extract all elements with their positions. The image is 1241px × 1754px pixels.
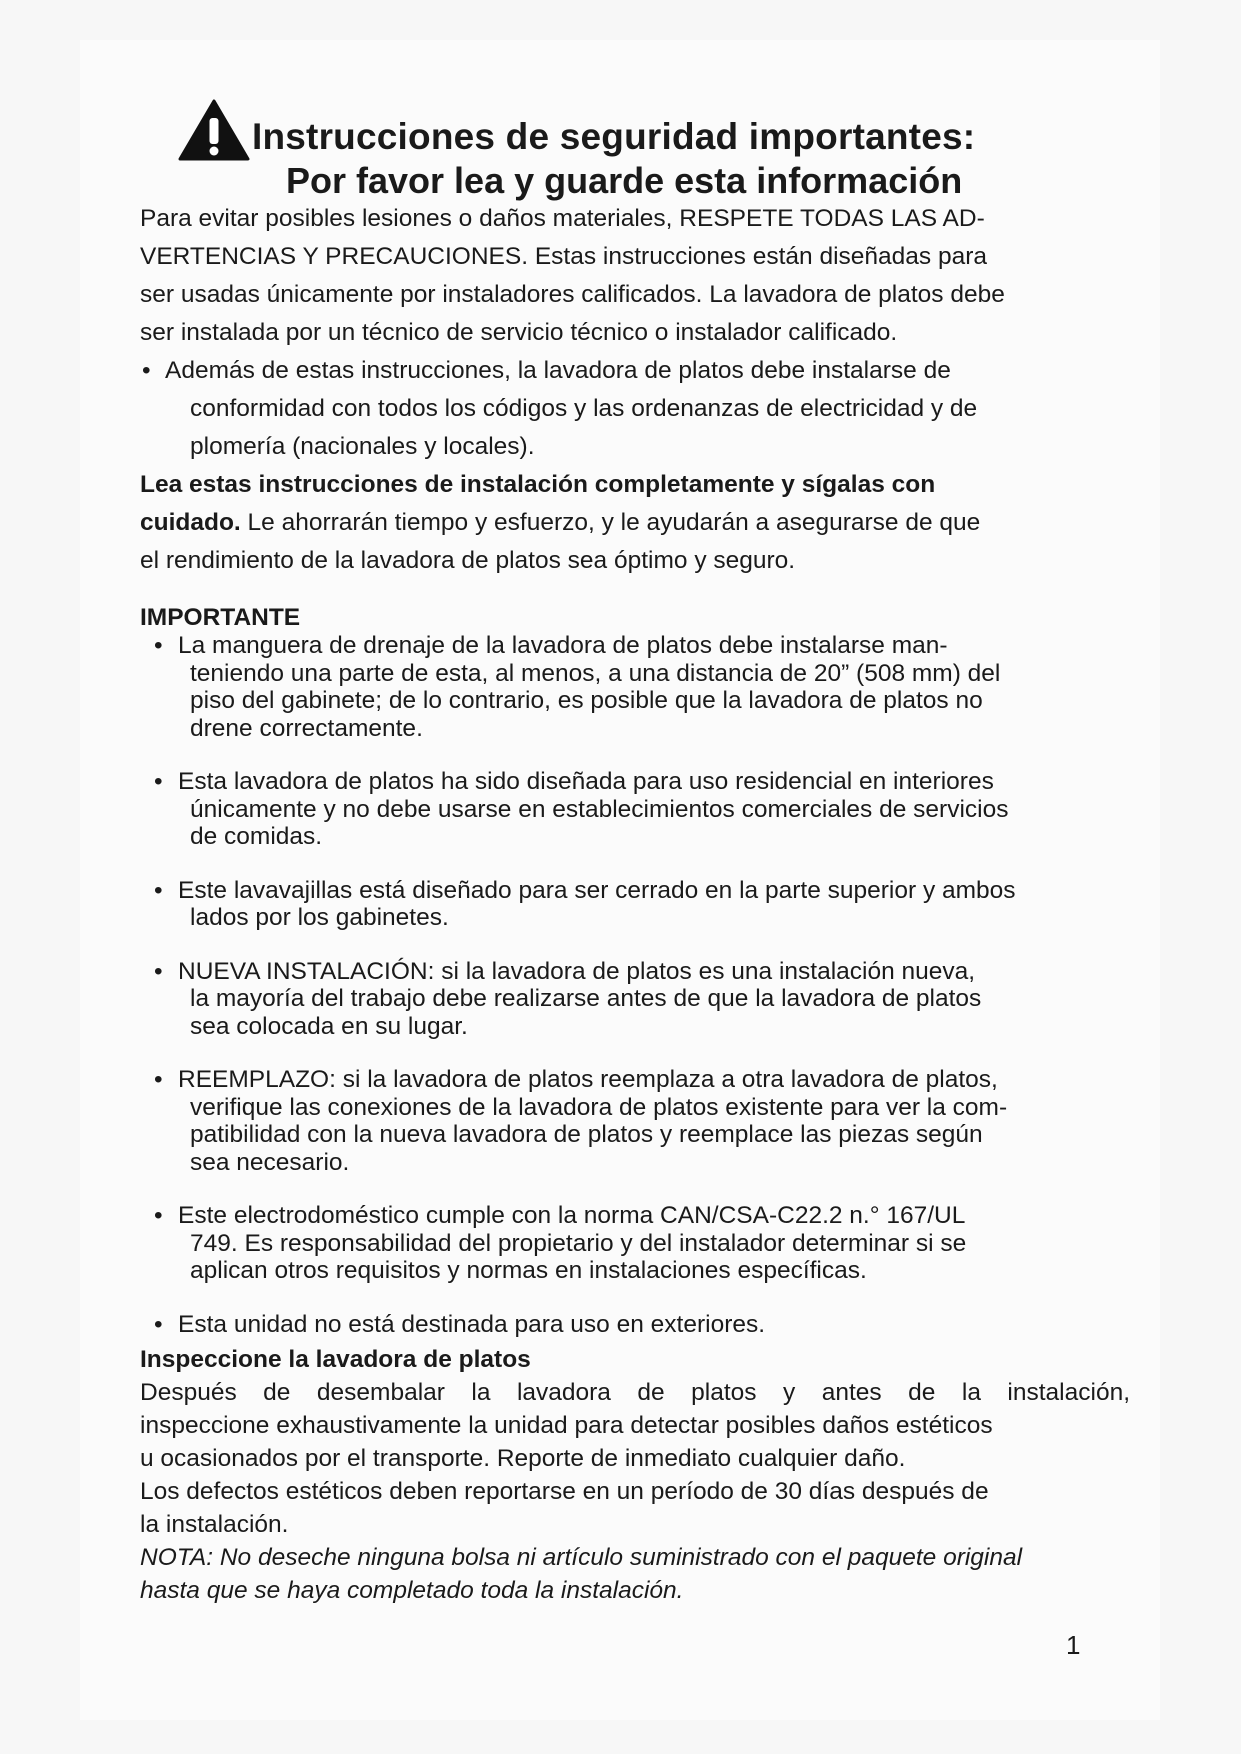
inspect-heading: Inspeccione la lavadora de platos	[140, 1346, 531, 1373]
bullet-marker: •	[154, 957, 163, 985]
bullet-line: plomería (nacionales y locales).	[190, 433, 535, 460]
important-bullet	[140, 1066, 1130, 1176]
bullet-line: sea necesario.	[190, 1148, 350, 1176]
bullet-line: piso del gabinete; de lo contrario, es posible que la lavadora de platos no	[190, 687, 983, 714]
important-bullet	[140, 1202, 1130, 1285]
bullet-line: Además de estas instrucciones, la lavadora de platos debe instalarse de	[165, 357, 951, 384]
bullet-marker: •	[154, 1202, 163, 1229]
important-list	[140, 632, 1130, 1338]
note-line: hasta que se haya completado toda la instalación.	[140, 1577, 684, 1604]
page-subtitle: Por favor lea y guarde esta información	[286, 160, 963, 201]
inspect-line: Los defectos estéticos deben reportarse en un período de 30 días después de	[140, 1478, 989, 1505]
bullet-line: Esta lavadora de platos ha sido diseñada para uso residencial en interiores	[178, 768, 994, 795]
bullet-line: drene correctamente.	[190, 714, 423, 742]
intro-line: ser usadas únicamente por instaladores calificados. La lavadora de platos debe	[140, 281, 1005, 308]
important-bullet	[140, 958, 1130, 1041]
bullet-line: de comidas.	[190, 823, 323, 850]
bullet-marker: •	[154, 632, 163, 659]
bullet-line: La manguera de drenaje de la lavadora de platos debe instalarse man-	[178, 632, 948, 659]
bullet-line: verifique las conexiones de la lavadora de platos existente para ver la com-	[190, 1093, 1008, 1121]
bullet-line: teniendo una parte de esta, al menos, a una distancia de 20” (508 mm) del	[190, 659, 1001, 687]
bullet-line: únicamente y no debe usarse en establecimientos comerciales de servicios	[190, 795, 1009, 823]
bullet-line: Este electrodoméstico cumple con la norma CAN/CSA-C22.2 n.° 167/UL	[178, 1202, 966, 1229]
intro-paragraph	[140, 200, 1130, 352]
bullet-line: REEMPLAZO: si la lavadora de platos reemplaza a otra lavadora de platos,	[178, 1066, 998, 1093]
bullet-line: NUEVA INSTALACIÓN: si la lavadora de platos es una instalación nueva,	[178, 957, 976, 985]
intro-line: Para evitar posibles lesiones o daños materiales, RESPETE TODAS LAS AD-	[140, 205, 985, 232]
read-line-rest: Le ahorrarán tiempo y esfuerzo, y le ayudarán a asegurarse de que	[240, 509, 981, 536]
intro-line: VERTENCIAS Y PRECAUCIONES. Estas instrucciones están diseñadas para	[140, 243, 987, 270]
important-bullet	[140, 768, 1130, 851]
bullet-line: la mayoría del trabajo debe realizarse antes de que la lavadora de platos	[190, 985, 982, 1012]
bullet-line: Esta unidad no está destinada para uso en exteriores.	[178, 1310, 766, 1338]
bullet-marker: •	[154, 876, 163, 904]
bullet-line: sea colocada en su lugar.	[190, 1012, 468, 1040]
document-body	[140, 200, 1130, 1607]
warning-triangle-icon	[178, 98, 250, 162]
important-bullet	[140, 877, 1130, 932]
bullet-marker: •	[154, 1310, 163, 1338]
codes-bullet	[140, 352, 1130, 466]
inspect-line: u ocasionados por el transporte. Reporte de inmediato cualquier daño.	[140, 1445, 906, 1472]
bullet-marker: •	[142, 357, 151, 384]
bullet-marker: •	[154, 768, 163, 795]
read-line	[140, 504, 1130, 542]
important-bullet	[140, 1311, 1130, 1339]
bullet-marker: •	[154, 1066, 163, 1093]
intro-line: ser instalada por un técnico de servicio técnico o instalador calificado.	[140, 319, 898, 346]
bullet-line: 749. Es responsabilidad del propietario y del instalador determinar si se	[190, 1229, 967, 1257]
bullet-line: lados por los gabinetes.	[190, 904, 449, 931]
inspect-line: la instalación.	[140, 1511, 289, 1538]
note-line: NOTA: No deseche ninguna bolsa ni artículo suministrado con el paquete original	[140, 1544, 1023, 1571]
page-number: 1	[1066, 1630, 1081, 1660]
bullet-line: Este lavavajillas está diseñado para ser cerrado en la parte superior y ambos	[178, 876, 1016, 904]
important-heading: IMPORTANTE	[140, 604, 301, 631]
read-bold-line: Lea estas instrucciones de instalación completamente y sígalas con	[140, 471, 936, 498]
read-instructions-paragraph	[140, 466, 1130, 580]
inspect-line: Después de desembalar la lavadora de platos y antes de la instalación,	[140, 1379, 1130, 1406]
page-title: Instrucciones de seguridad importantes:	[252, 116, 976, 157]
inspect-line: inspeccione exhaustivamente la unidad para detectar posibles daños estéticos	[140, 1412, 993, 1439]
read-line: el rendimiento de la lavadora de platos sea óptimo y seguro.	[140, 547, 796, 574]
bullet-line: aplican otros requisitos y normas en instalaciones específicas.	[190, 1257, 867, 1284]
bullet-line: patibilidad con la nueva lavadora de platos y reemplace las piezas según	[190, 1121, 983, 1148]
read-bold-word: cuidado.	[140, 509, 241, 536]
important-bullet	[140, 632, 1130, 742]
bullet-line: conformidad con todos los códigos y las ordenanzas de electricidad y de	[190, 395, 978, 422]
